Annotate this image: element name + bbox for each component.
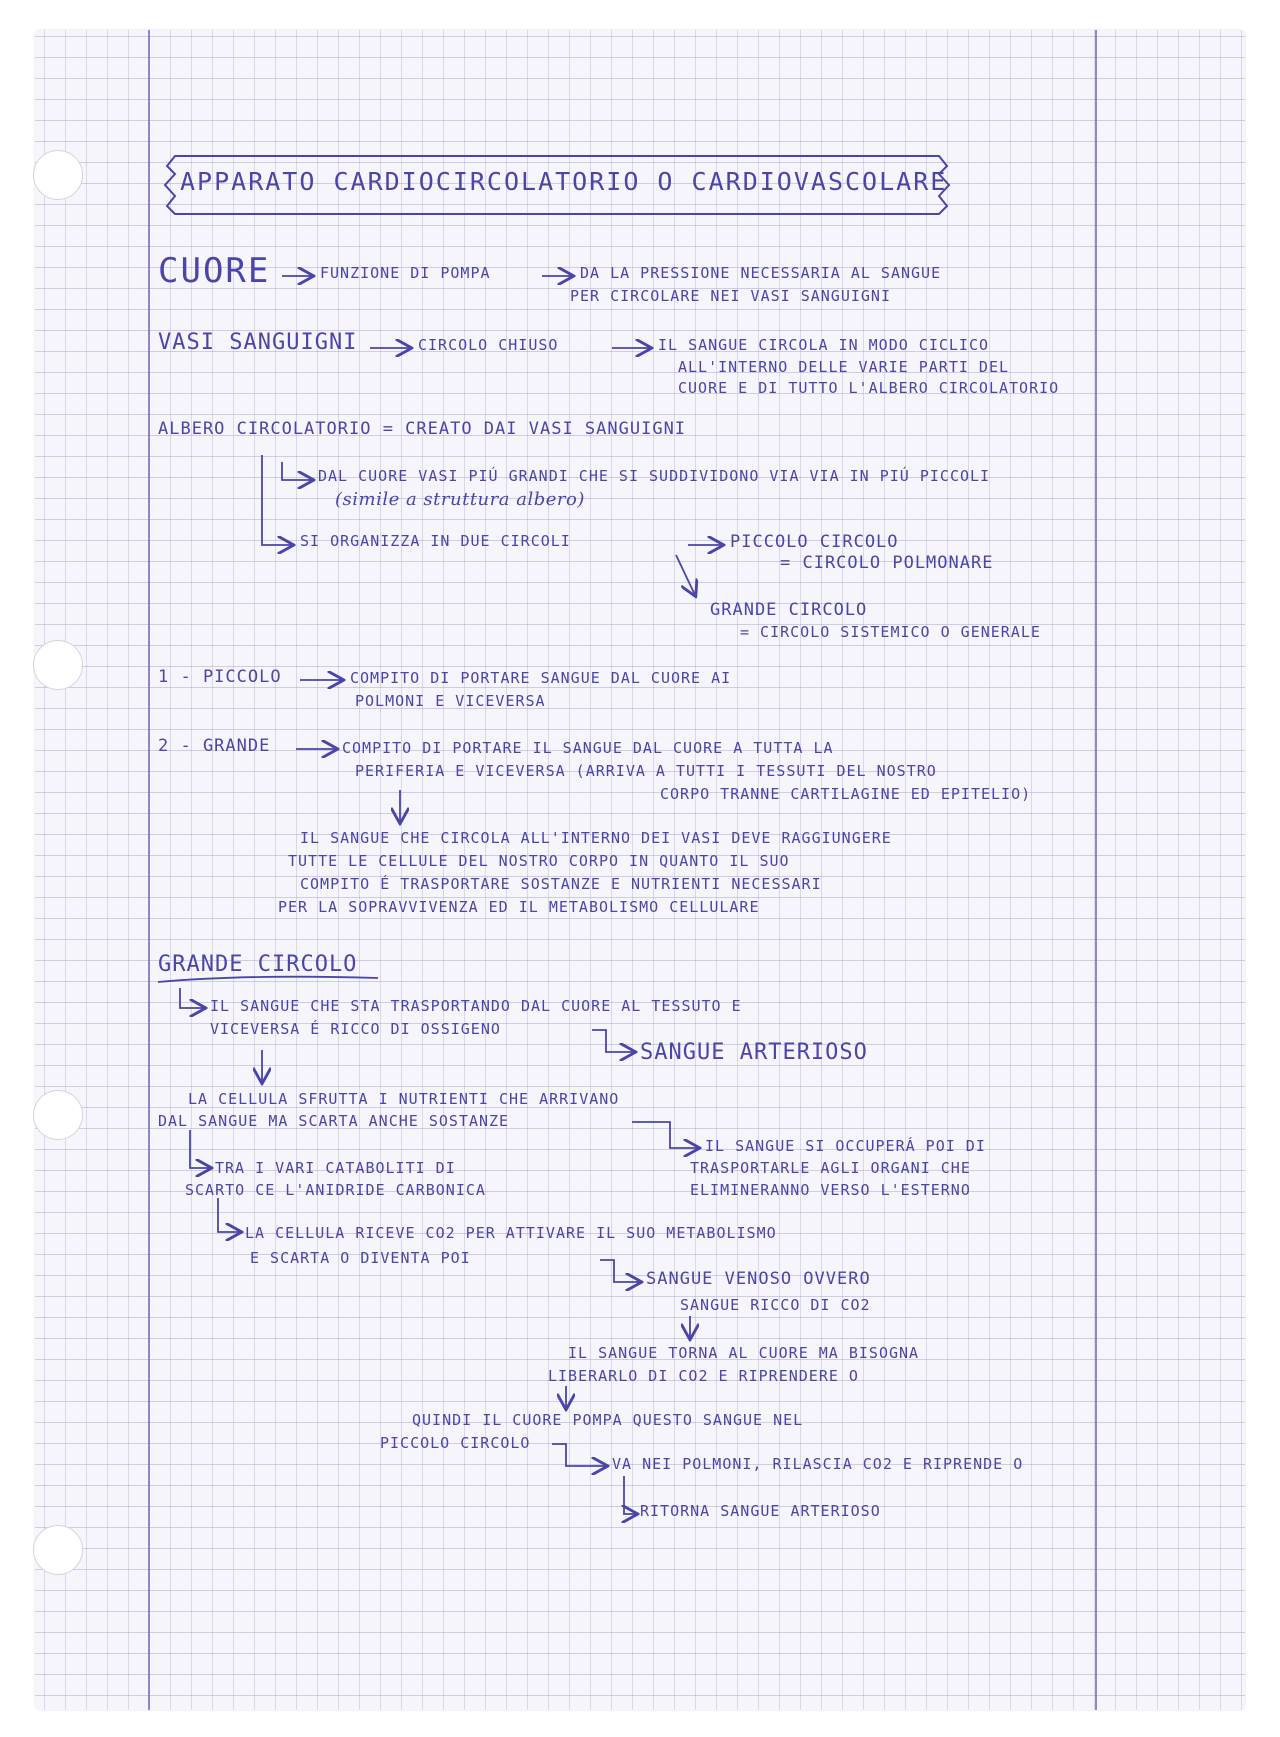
albero-nota: (simile a struttura albero) <box>335 489 585 510</box>
punch-hole-top <box>33 150 83 200</box>
gc-anidride: SCARTO CE L'ANIDRIDE CARBONICA <box>185 1181 486 1199</box>
cuore-circolare: PER CIRCOLARE NEI VASI SANGUIGNI <box>570 287 891 305</box>
item-1-compito: COMPITO DI PORTARE SANGUE DAL CUORE AI <box>350 669 732 687</box>
gc-sangue-arterioso: SANGUE ARTERIOSO <box>640 1040 868 1065</box>
page-title: APPARATO CARDIOCIRCOLATORIO O CARDIOVASCOLARE <box>180 167 948 196</box>
heading-vasi: VASI SANGUIGNI <box>158 330 358 355</box>
gc-ossigeno: VICEVERSA É RICCO DI OSSIGENO <box>210 1020 501 1038</box>
gc-esterno: ELIMINERANNO VERSO L'ESTERNO <box>690 1181 971 1199</box>
gc-sangue-venoso: SANGUE VENOSO OVVERO <box>646 1269 871 1289</box>
sangue-line-1: IL SANGUE CHE CIRCOLA ALL'INTERNO DEI VASI DEVE RAGGIUNGERE <box>300 829 892 847</box>
gc-polmoni: VA NEI POLMONI, RILASCIA CO2 E RIPRENDE O <box>612 1455 1024 1473</box>
item-1-polmoni: POLMONI E VICEVERSA <box>355 692 546 710</box>
piccolo-circolo-eq: = CIRCOLO POLMONARE <box>780 553 994 573</box>
grande-circolo-eq: = CIRCOLO SISTEMICO O GENERALE <box>740 623 1041 641</box>
sangue-line-4: PER LA SOPRAVVIVENZA ED IL METABOLISMO CELLULARE <box>278 898 760 916</box>
grande-circolo: GRANDE CIRCOLO <box>710 600 868 620</box>
item-1-piccolo: 1 - PICCOLO <box>158 667 282 687</box>
gc-cataboliti: TRA I VARI CATABOLITI DI <box>215 1159 456 1177</box>
gc-diventa: E SCARTA O DIVENTA POI <box>250 1249 471 1267</box>
gc-cellula-sfrutta: LA CELLULA SFRUTTA I NUTRIENTI CHE ARRIVANO <box>188 1090 620 1108</box>
heading-albero: ALBERO CIRCOLATORIO = CREATO DAI VASI SANGUIGNI <box>158 419 687 439</box>
item-2-compito: COMPITO DI PORTARE IL SANGUE DAL CUORE A TUTTA LA <box>342 739 834 757</box>
albero-due-circoli: SI ORGANIZZA IN DUE CIRCOLI <box>300 532 571 550</box>
sangue-line-2: TUTTE LE CELLULE DEL NOSTRO CORPO IN QUANTO IL SUO <box>288 852 790 870</box>
heading-cuore: CUORE <box>158 251 271 291</box>
piccolo-circolo: PICCOLO CIRCOLO <box>730 532 899 552</box>
vasi-chiuso: CIRCOLO CHIUSO <box>418 336 559 354</box>
vasi-ciclico: IL SANGUE CIRCOLA IN MODO CICLICO <box>658 336 990 354</box>
punch-hole-bottom <box>33 1525 83 1575</box>
heading-grande-circolo: GRANDE CIRCOLO <box>158 952 358 977</box>
gc-piccolo-circolo: PICCOLO CIRCOLO <box>380 1434 531 1452</box>
vasi-interno: ALL'INTERNO DELLE VARIE PARTI DEL <box>678 358 1010 376</box>
gc-riceve-co2: LA CELLULA RICEVE CO2 PER ATTIVARE IL SUO METABOLISMO <box>245 1224 777 1242</box>
gc-ricco-co2: SANGUE RICCO DI CO2 <box>680 1296 871 1314</box>
item-2-periferia: PERIFERIA E VICEVERSA (ARRIVA A TUTTI I TESSUTI DEL NOSTRO <box>355 762 937 780</box>
cuore-funzione: FUNZIONE DI POMPA <box>320 264 491 282</box>
gc-quindi: QUINDI IL CUORE POMPA QUESTO SANGUE NEL <box>412 1411 804 1429</box>
albero-dal-cuore: DAL CUORE VASI PIÚ GRANDI CHE SI SUDDIVIDONO VIA VIA IN PIÚ PICCOLI <box>318 467 991 485</box>
vasi-albero: CUORE E DI TUTTO L'ALBERO CIRCOLATORIO <box>678 379 1060 397</box>
gc-occupera: IL SANGUE SI OCCUPERÁ POI DI <box>705 1137 986 1155</box>
gc-organi: TRASPORTARLE AGLI ORGANI CHE <box>690 1159 971 1177</box>
punch-hole-middle-top <box>33 640 83 690</box>
right-margin-line <box>1095 30 1097 1710</box>
gc-scarta-sostanze: DAL SANGUE MA SCARTA ANCHE SOSTANZE <box>158 1112 510 1130</box>
sangue-line-3: COMPITO É TRASPORTARE SOSTANZE E NUTRIENTI NECESSARI <box>300 875 822 893</box>
item-2-grande: 2 - GRANDE <box>158 736 271 756</box>
left-margin-line <box>148 30 150 1710</box>
gc-ritorna: RITORNA SANGUE ARTERIOSO <box>640 1502 881 1520</box>
gc-torna-cuore: IL SANGUE TORNA AL CUORE MA BISOGNA <box>568 1344 920 1362</box>
punch-hole-middle-bottom <box>33 1090 83 1140</box>
item-2-corpo: CORPO TRANNE CARTILAGINE ED EPITELIO) <box>660 785 1032 803</box>
gc-liberarlo: LIBERARLO DI CO2 E RIPRENDERE O <box>548 1367 859 1385</box>
gc-trasportando: IL SANGUE CHE STA TRASPORTANDO DAL CUORE AL TESSUTO E <box>210 997 742 1015</box>
cuore-pressione: DA LA PRESSIONE NECESSARIA AL SANGUE <box>580 264 942 282</box>
